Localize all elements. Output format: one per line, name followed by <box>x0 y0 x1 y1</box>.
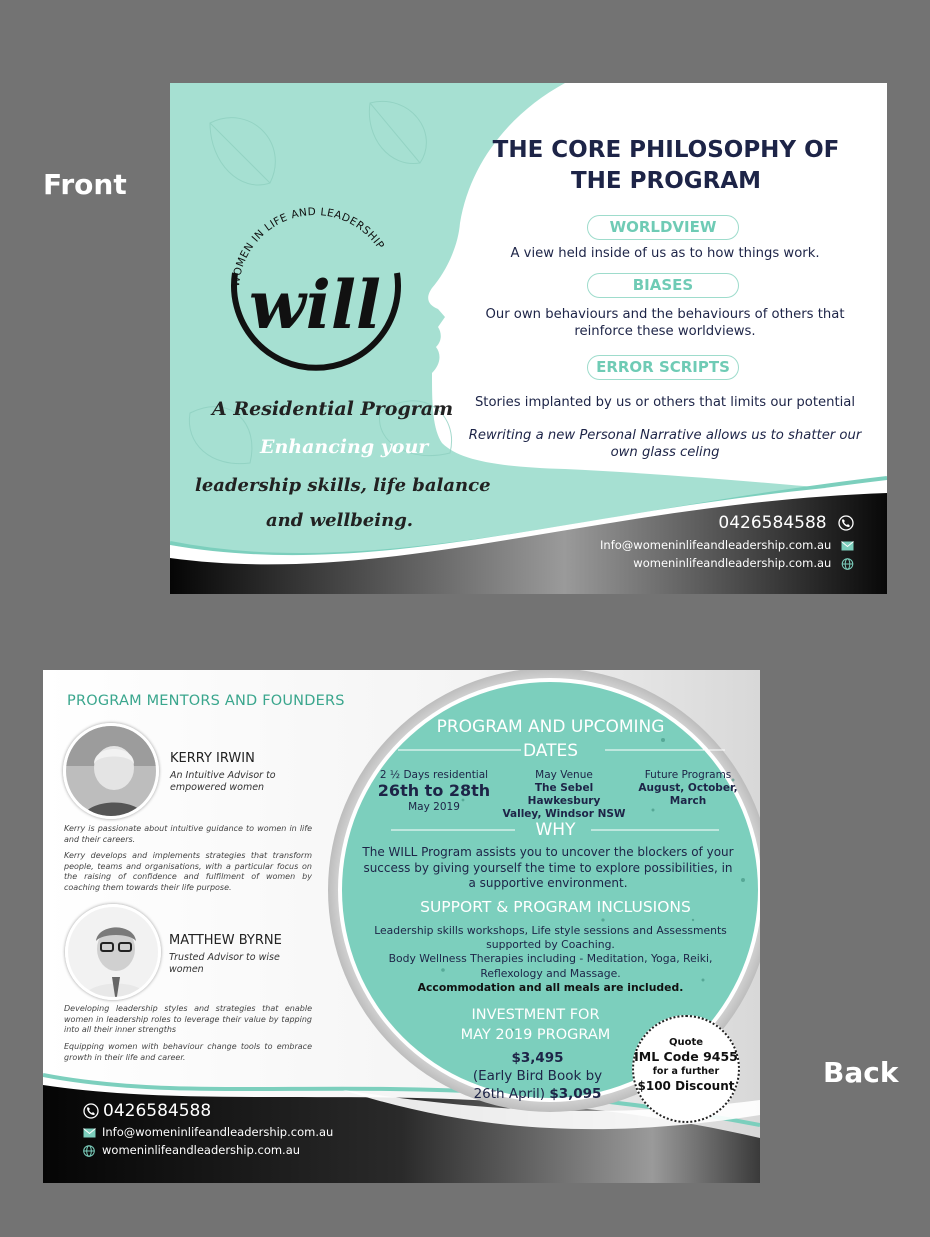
closing-line-1: Rewriting a new Personal Narrative allows us to shatter our <box>468 428 862 443</box>
biases-text-line-2: reinforce these worldviews. <box>574 324 756 339</box>
back-email-text: Info@womeninlifeandleadership.com.au <box>102 1125 334 1139</box>
envelope-icon <box>83 1128 96 1138</box>
front-phone-text: 0426584588 <box>718 513 827 533</box>
dates-line-3: May 2019 <box>408 801 460 813</box>
front-phone[interactable] <box>718 513 854 533</box>
investment-heading-line-1: INVESTMENT FOR <box>471 1007 600 1023</box>
biases-text <box>465 306 865 340</box>
will-logo <box>217 193 414 390</box>
why-line-2: success by giving yourself the time to explore possibilities, in <box>363 860 733 875</box>
worldview-pill: WORLDVIEW <box>587 215 739 240</box>
front-email-text: Info@womeninlifeandleadership.com.au <box>600 538 832 552</box>
globe-icon <box>841 558 854 570</box>
venue-column <box>498 769 630 821</box>
back-web-text: womeninlifeandleadership.com.au <box>102 1143 301 1157</box>
why-text <box>348 845 748 892</box>
front-email[interactable] <box>600 538 854 552</box>
future-line-3: March <box>669 795 707 807</box>
why-line-3: a supportive environment. <box>468 876 628 890</box>
biases-pill: BIASES <box>587 273 739 298</box>
matthew-role-line-2: women <box>169 964 204 975</box>
front-flyer <box>170 83 887 594</box>
error-scripts-text: Stories implanted by us or others that limits our potential <box>474 395 856 410</box>
inclusions-line-4: Reflexology and Massage. <box>480 966 621 980</box>
matthew-bio-2: Equipping women with behaviour change tools to embrace growth in their life and career. <box>64 1042 312 1062</box>
quote-discount: $100 Discount <box>637 1079 735 1093</box>
globe-icon <box>83 1145 95 1157</box>
kerry-role <box>170 770 276 794</box>
phone-icon <box>83 1103 99 1119</box>
early-bird-line-1: (Early Bird Book by <box>472 1068 603 1084</box>
inclusions-line-3: Body Wellness Therapies including - Meditation, Yoga, Reiki, <box>388 952 713 966</box>
core-philosophy-title <box>490 135 842 197</box>
dates-line-1: 2 ½ Days residential <box>379 769 489 781</box>
tagline-2: Enhancing your <box>260 436 429 458</box>
matthew-name: MATTHEW BYRNE <box>169 933 282 948</box>
venue-line-1: May Venue <box>535 769 593 781</box>
error-scripts-pill: ERROR SCRIPTS <box>587 355 739 380</box>
investment-heading-line-2: MAY 2019 PROGRAM <box>460 1027 611 1043</box>
kerry-photo <box>63 723 159 819</box>
biases-text-line-1: Our own behaviours and the behaviours of others that <box>485 307 845 322</box>
logo-arc-text: WOMEN IN LIFE AND LEADERSHIP <box>229 205 387 288</box>
front-web-text: womeninlifeandleadership.com.au <box>633 556 832 570</box>
back-phone[interactable] <box>83 1101 211 1121</box>
closing-statement <box>465 427 865 461</box>
back-flyer <box>43 670 760 1183</box>
tagline-4: and wellbeing. <box>266 510 414 531</box>
title-line-2: THE PROGRAM <box>570 168 762 194</box>
quote-line-1: Quote <box>668 1037 704 1048</box>
investment-heading <box>443 1005 628 1045</box>
back-phone-text: 0426584588 <box>103 1101 212 1121</box>
back-email[interactable] <box>83 1125 333 1139</box>
worldview-text: A view held inside of us as to how things work. <box>510 246 820 261</box>
kerry-role-line-1: An Intuitive Advisor to <box>170 770 276 781</box>
matthew-role-line-1: Trusted Advisor to wise <box>169 952 280 963</box>
closing-line-2: own glass celing <box>610 445 720 460</box>
quote-code: IML Code 9455 <box>634 1049 738 1064</box>
kerry-name: KERRY IRWIN <box>170 751 255 766</box>
venue-line-2: The Sebel Hawkesbury <box>527 782 601 807</box>
venue-line-3: Valley, Windsor NSW <box>502 808 626 820</box>
envelope-icon <box>841 540 854 552</box>
program-heading-line-1: PROGRAM AND UPCOMING <box>436 717 665 737</box>
matthew-role <box>169 952 280 976</box>
future-line-2: August, October, <box>638 782 738 794</box>
front-label: Front <box>43 168 127 201</box>
early-bird-price: $3,095 <box>549 1086 602 1102</box>
logo-wordmark: will <box>248 266 382 344</box>
mentors-title: PROGRAM MENTORS AND FOUNDERS <box>67 693 345 709</box>
program-heading <box>403 715 698 763</box>
matthew-photo <box>65 904 161 1000</box>
future-programs-column <box>633 769 743 808</box>
inclusions-line-1: Leadership skills workshops, Life style sessions and Assessments <box>374 924 727 937</box>
phone-icon <box>838 515 854 531</box>
inclusions-line-5: Accommodation and all meals are included. <box>417 980 684 994</box>
back-label: Back <box>823 1056 899 1089</box>
price-value: $3,495 <box>511 1050 564 1066</box>
kerry-bio-2: Kerry develops and implements strategies that transform people, teams and organisations, with a particular focus on the raising of confidence and fulfilment of women by coaching them towards their life purpose. <box>64 851 312 892</box>
dates-column <box>371 769 497 813</box>
early-bird-date: 26th April) <box>473 1086 546 1102</box>
front-web[interactable] <box>633 556 854 570</box>
kerry-bio-1: Kerry is passionate about intuitive guidance to women in life and their careers. <box>64 824 312 844</box>
quote-line-3: for a further <box>652 1066 720 1077</box>
why-heading: WHY <box>535 820 576 840</box>
dates-range: 26th to 28th <box>377 781 491 800</box>
investment-price <box>455 1049 620 1103</box>
future-line-1: Future Programs <box>644 769 732 781</box>
why-line-1: The WILL Program assists you to uncover the blockers of your <box>362 845 734 859</box>
discount-badge <box>632 1015 740 1123</box>
kerry-role-line-2: empowered women <box>170 782 265 793</box>
back-web[interactable] <box>83 1143 300 1157</box>
inclusions-heading: SUPPORT & PROGRAM INCLUSIONS <box>420 898 691 916</box>
inclusions-line-2: supported by Coaching. <box>486 938 615 952</box>
matthew-bio-1: Developing leadership styles and strategies that enable women in leadership roles to leverage their value by tapping into all their inner strengths <box>64 1004 312 1034</box>
tagline-1: A Residential Program <box>212 398 454 420</box>
inclusions-text <box>348 924 753 995</box>
tagline-3: leadership skills, life balance <box>195 475 491 496</box>
program-heading-line-2: DATES <box>522 741 579 761</box>
title-line-1: THE CORE PHILOSOPHY OF <box>492 137 840 163</box>
